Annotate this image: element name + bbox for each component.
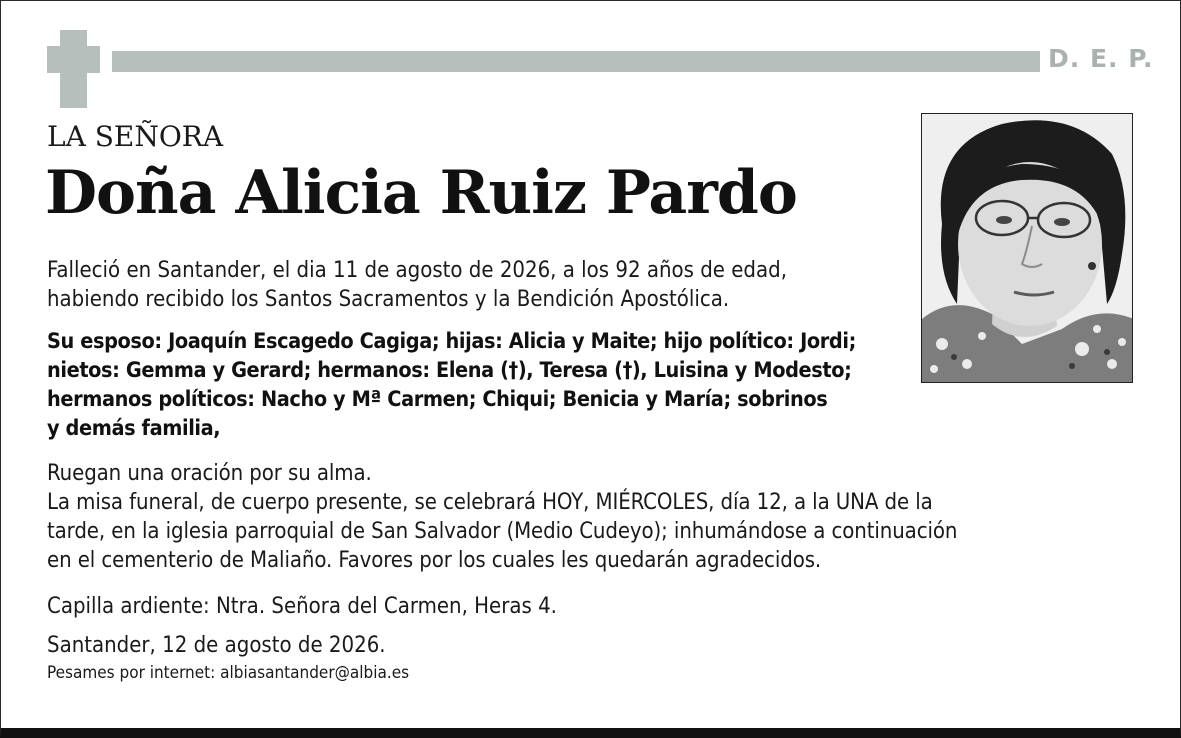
- place-date: Santander, 12 de agosto de 2026.: [47, 633, 386, 658]
- funeral-line: tarde, en la iglesia parroquial de San Salvador (Medio Cudeyo); inhumándose a continuación: [47, 519, 958, 544]
- funeral-line: La misa funeral, de cuerpo presente, se celebrará HOY, MIÉRCOLES, día 12, a la UNA de la: [47, 490, 933, 515]
- header-divider-bar: [112, 51, 1040, 72]
- cross-horizontal-bar: [47, 46, 100, 73]
- family-list: [47, 327, 927, 443]
- honorific-title: LA SEÑORA: [47, 120, 224, 153]
- death-line: Falleció en Santander, el dia 11 de agosto de 2026, a los 92 años de edad,: [47, 258, 787, 283]
- deceased-name: Doña Alicia Ruiz Pardo: [45, 158, 797, 228]
- funeral-line: Ruegan una oración por su alma.: [47, 461, 372, 486]
- dep-label: D. E. P.: [1048, 44, 1154, 73]
- condolences-email: Pesames por internet: albiasantander@albia.es: [47, 663, 410, 683]
- death-line: habiendo recibido los Santos Sacramentos y la Bendición Apostólica.: [47, 287, 730, 312]
- chapel-info: Capilla ardiente: Ntra. Señora del Carmen, Heras 4.: [47, 594, 557, 619]
- family-line: hermanos políticos: Nacho y Mª Carmen; Chiqui; Benicia y María; sobrinos: [47, 387, 828, 412]
- family-line: Su esposo: Joaquín Escagedo Cagiga; hijas: Alicia y Maite; hijo político: Jordi;: [47, 329, 856, 354]
- deceased-photo: [921, 113, 1133, 383]
- funeral-line: en el cementerio de Maliaño. Favores por los cuales les quedarán agradecidos.: [47, 548, 822, 573]
- family-line: nietos: Gemma y Gerard; hermanos: Elena (†), Teresa (†), Luisina y Modesto;: [47, 358, 852, 383]
- family-line: y demás familia,: [47, 416, 221, 441]
- funeral-details: [47, 459, 1157, 575]
- death-announcement: [47, 256, 917, 314]
- portrait-image: [922, 114, 1133, 383]
